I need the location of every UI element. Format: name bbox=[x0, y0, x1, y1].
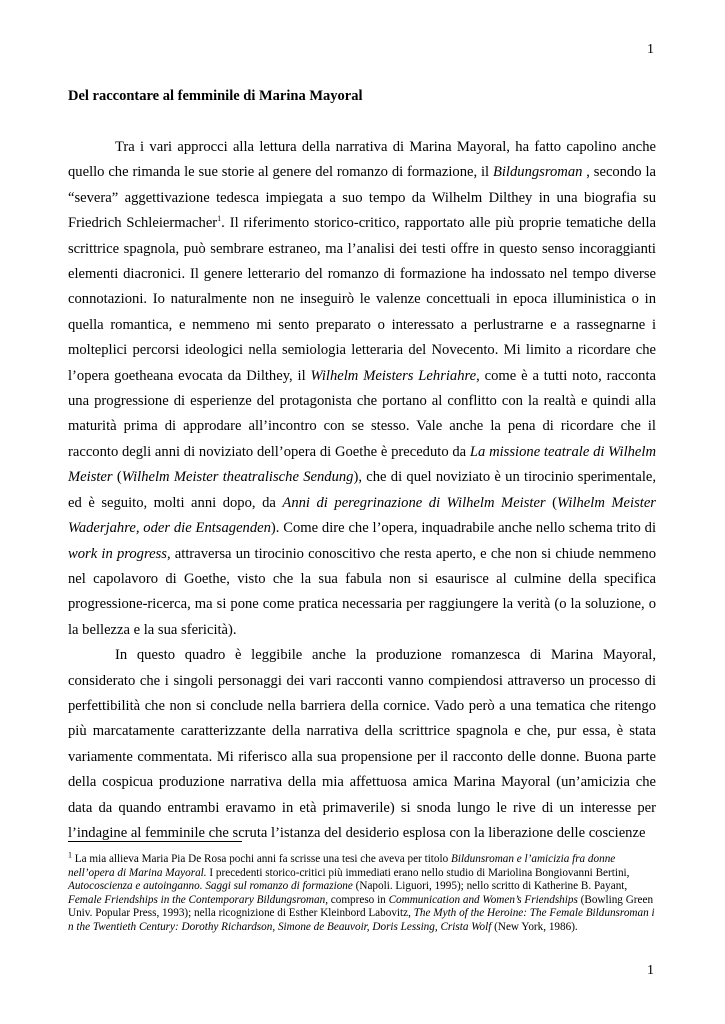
footnote-number: 1 bbox=[68, 850, 72, 860]
italic-title: Wilhelm Meister Waderjahre, oder die Entsagenden bbox=[68, 494, 656, 537]
italic-title: Wilhelm Meisters Lehriahre bbox=[310, 367, 477, 384]
italic-title: La missione teatrale di Wilhelm Meister bbox=[68, 443, 656, 486]
italic-title: Wilhelm Meister theatralische Sendung bbox=[121, 469, 354, 486]
text-span: La mia allieva Maria Pia De Rosa pochi anni fa scrisse una tesi che aveva per titolo bbox=[72, 853, 451, 865]
italic-title: Autocoscienza e autoinganno. Saggi sul romanzo di formazione bbox=[68, 880, 353, 893]
italic-title: Communication and Women’s Friendships bbox=[388, 893, 578, 906]
body-text bbox=[68, 135, 656, 846]
text-span: (New York, 1986). bbox=[491, 920, 578, 933]
italic-title: Bildungsroman bbox=[492, 164, 583, 181]
text-span: Tra i vari approcci alla lettura della narrativa di Marina Mayoral, ha fatto capolino anche quello che rimanda le sue storie al genere del romanzo di formazione, il bbox=[68, 139, 656, 181]
italic-title: Female Friendships in the Contemporary Bildungsroman bbox=[68, 893, 326, 906]
footnote-1 bbox=[68, 850, 656, 935]
text-span: ( bbox=[112, 469, 122, 486]
page-number-top: 1 bbox=[647, 42, 654, 57]
paragraph-1 bbox=[68, 135, 656, 643]
text-span: I precedenti storico-critici più immediati erano nello studio di Mariolina Bongiovanni Bertini, bbox=[206, 866, 630, 879]
text-span: , secondo la “severa” aggettivazione tedesca impiegata a suo tempo da Wilhelm Dilthey in una biografia su Friedrich Schleiermacher bbox=[68, 164, 656, 232]
italic-title: The Myth of the Heroine: The Female Bildunsroman i n the Twentieth Century: Dorothy Richardson, Simone de Beauvoir, Doris Lessing, Crista Wolf bbox=[68, 907, 655, 933]
text-span: ( bbox=[545, 494, 558, 511]
italic-title: Bildunsroman e l’amicizia fra donne nell’opera di Marina Mayoral. bbox=[68, 853, 616, 879]
paragraph-2: In questo quadro è leggibile anche la produzione romanzesca di Marina Mayoral, considerato che i singoli personaggi dei vari racconti vanno compiendosi attraverso un processo di perfettibilità che non si conclude nella barriera della cornice. Vado però a una tematica che ritengo più marcatamente caratterizzante della narrativa della scrittrice spagnola e che, pur essa, è stata variamente commentata. Mi riferisco alla sua propensione per il racconto delle donne. Buona parte della cospicua produzione narrativa della mia affettuosa amica Marina Mayoral (un’amicizia che data da quando entrambi eravamo in età primaverile) si snoda lungo le rive di un interesse per l’indagine al femminile che scruta l’istanza del desiderio esplosa con la liberazione delle coscienze bbox=[68, 647, 656, 841]
text-span: , compreso in bbox=[325, 893, 389, 906]
text-span: (Napoli. Liguori, 1995); nello scritto di Katherine B. Payant, bbox=[352, 880, 628, 893]
italic-title: work in progress bbox=[68, 545, 167, 562]
text-span: ). Come dire che l’opera, inquadrabile anche nello schema trito di bbox=[270, 520, 657, 537]
text-span: , attraversa un tirocinio conoscitivo che resta aperto, e che non si chiude nemmeno nel capolavoro di Goethe, visto che la sua fabula non si esaurisce al culmine della specifica progressione-ricerca, ma si pone come pratica necessaria per raggiungere la verità (o la soluzione, o la bellezza e la sua sfericità). bbox=[68, 545, 656, 638]
italic-title: Anni di peregrinazione di Wilhelm Meister bbox=[282, 494, 546, 511]
footnote-separator bbox=[68, 841, 242, 842]
text-span: , come è a tutti noto, racconta una progressione di esperienze del protagonista che portano al conflitto con la realtà e quindi alla maturità prima di approdare all’incontro con se stesso. Vale anche la pena di ricordare che il racconto degli anni di noviziato dell’opera di Goethe è preceduto da bbox=[68, 367, 657, 460]
text-span: . Il riferimento storico-critico, rapportato alle più proprie tematiche della scrittrice spagnola, può sembrare estraneo, ma l’analisi dei testi offre in questo senso incoraggianti elementi diacronici. Il genere letterario del romanzo di formazione ha indossato nel tempo diverse connotazioni. Io naturalmente non ne inseguirò le valenze concettuali in epoca illuministica o in quella romantica, e nemmeno mi sento preparato o interessato a perlustrarne e a rassegnarne i molteplici percorsi ideologici nella semiologia letteraria del Novecento. Mi limito a ricordare che l’opera goetheana evocata da Dilthey, il bbox=[68, 215, 656, 384]
page-title: Del raccontare al femminile di Marina Mayoral bbox=[68, 88, 363, 104]
page-number-bottom: 1 bbox=[647, 963, 654, 978]
text-span: (Bowling Green Univ. Popular Press, 1993); nella ricognizione di Esther Kleinbord Labovitz, bbox=[68, 893, 654, 920]
text-span: ), che di quel noviziato è un tirocinio sperimentale, ed è seguito, molti anni dopo, da bbox=[68, 469, 656, 511]
footnote bbox=[68, 850, 656, 935]
footnote-reference[interactable]: 1 bbox=[217, 214, 222, 224]
